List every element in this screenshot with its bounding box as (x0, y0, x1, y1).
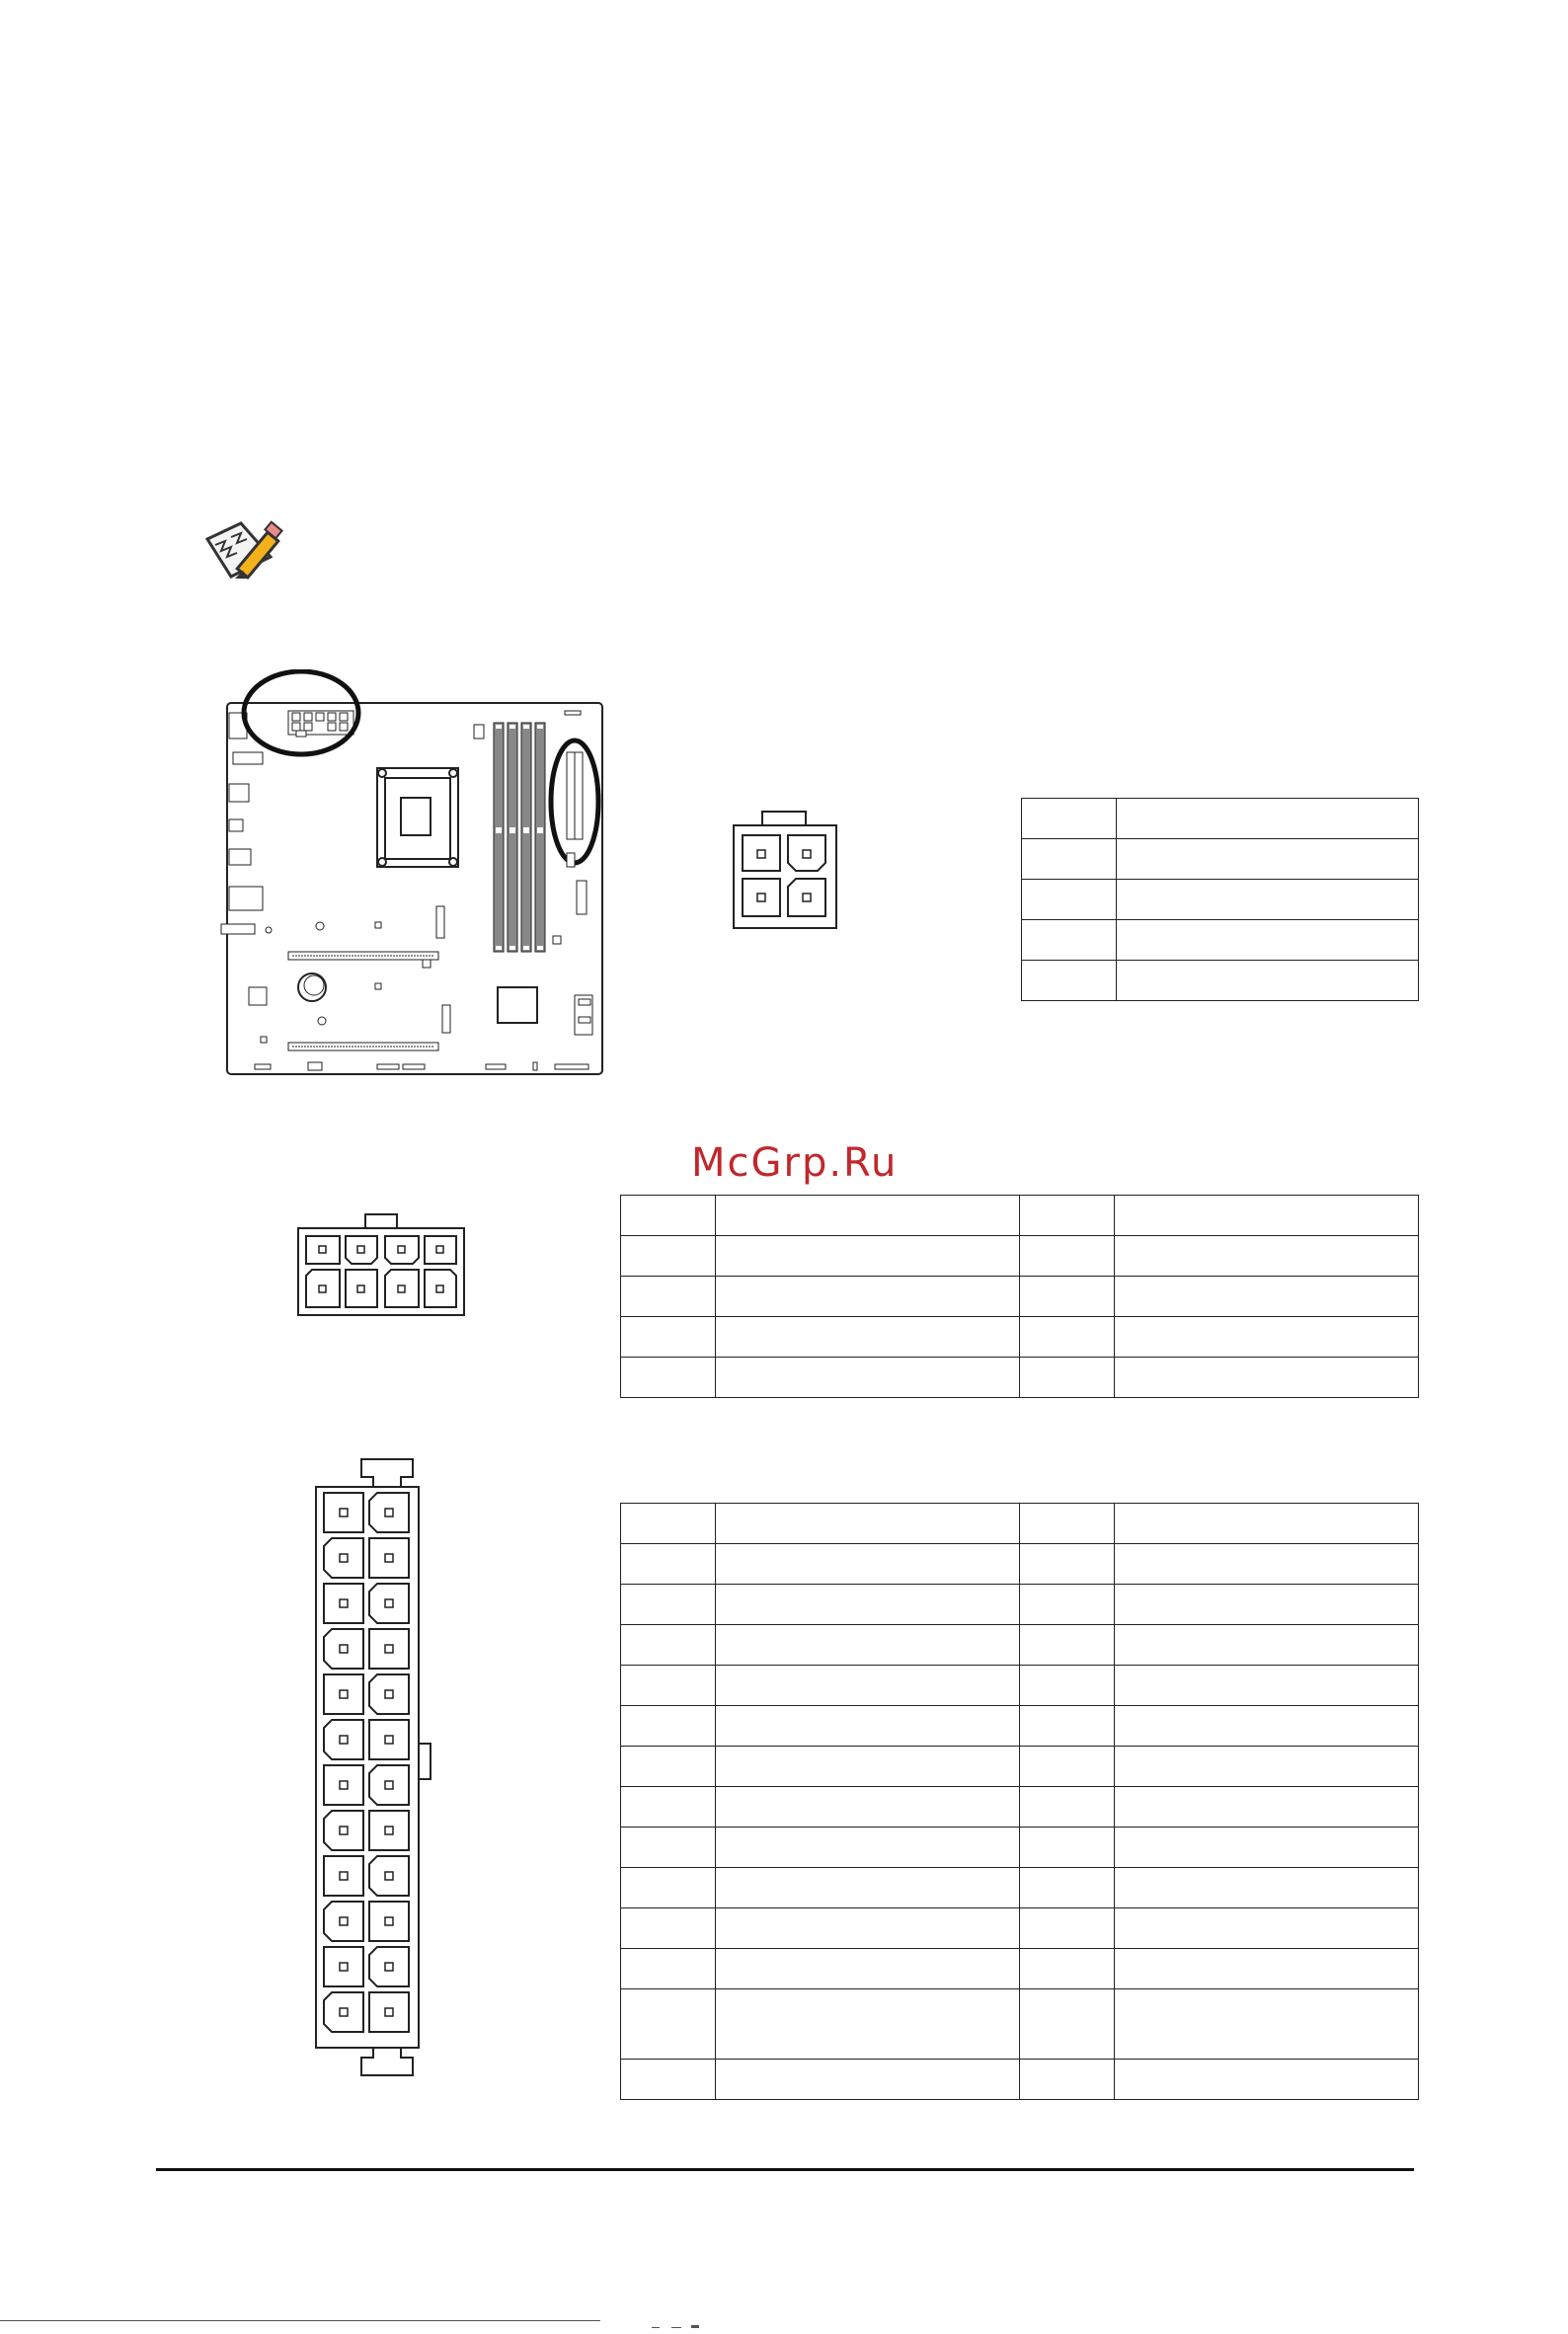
table-row (621, 1747, 1419, 1787)
table-row (621, 1277, 1419, 1317)
table-row (621, 1236, 1419, 1277)
table-row (621, 1908, 1419, 1949)
table-row (621, 1989, 1419, 2060)
table-row (621, 1868, 1419, 1908)
atx-4pin-pin-table (1021, 798, 1419, 1001)
atx-24pin-connector (314, 1457, 436, 2077)
table-row (621, 1317, 1419, 1358)
atx-24pin-pin-table (620, 1503, 1419, 2100)
table-row (621, 1828, 1419, 1868)
table-row (1022, 799, 1419, 839)
bottom-rule (0, 2320, 600, 2321)
table-row (621, 1544, 1419, 1585)
table-row (621, 1949, 1419, 1989)
table-row (621, 1625, 1419, 1666)
motherboard-diagram (219, 669, 654, 1084)
footer-rule (156, 2168, 1414, 2171)
table-row (621, 1706, 1419, 1747)
atx-8pin-pin-table (620, 1195, 1419, 1398)
table-row (621, 1196, 1419, 1236)
table-row (621, 1358, 1419, 1398)
table-row (1022, 880, 1419, 920)
table-row (621, 1504, 1419, 1544)
table-row (1022, 920, 1419, 961)
note-pencil-icon (201, 517, 300, 596)
bottom-marks (652, 2316, 711, 2320)
table-row (621, 1585, 1419, 1625)
atx-8pin-connector (294, 1212, 470, 1321)
table-row (1022, 839, 1419, 880)
table-row (621, 1787, 1419, 1828)
table-row (1022, 961, 1419, 1001)
table-row (621, 1666, 1419, 1706)
table-row (621, 2060, 1419, 2100)
atx-4pin-connector (731, 808, 841, 932)
watermark-text: McGrp.Ru (691, 1140, 899, 1186)
